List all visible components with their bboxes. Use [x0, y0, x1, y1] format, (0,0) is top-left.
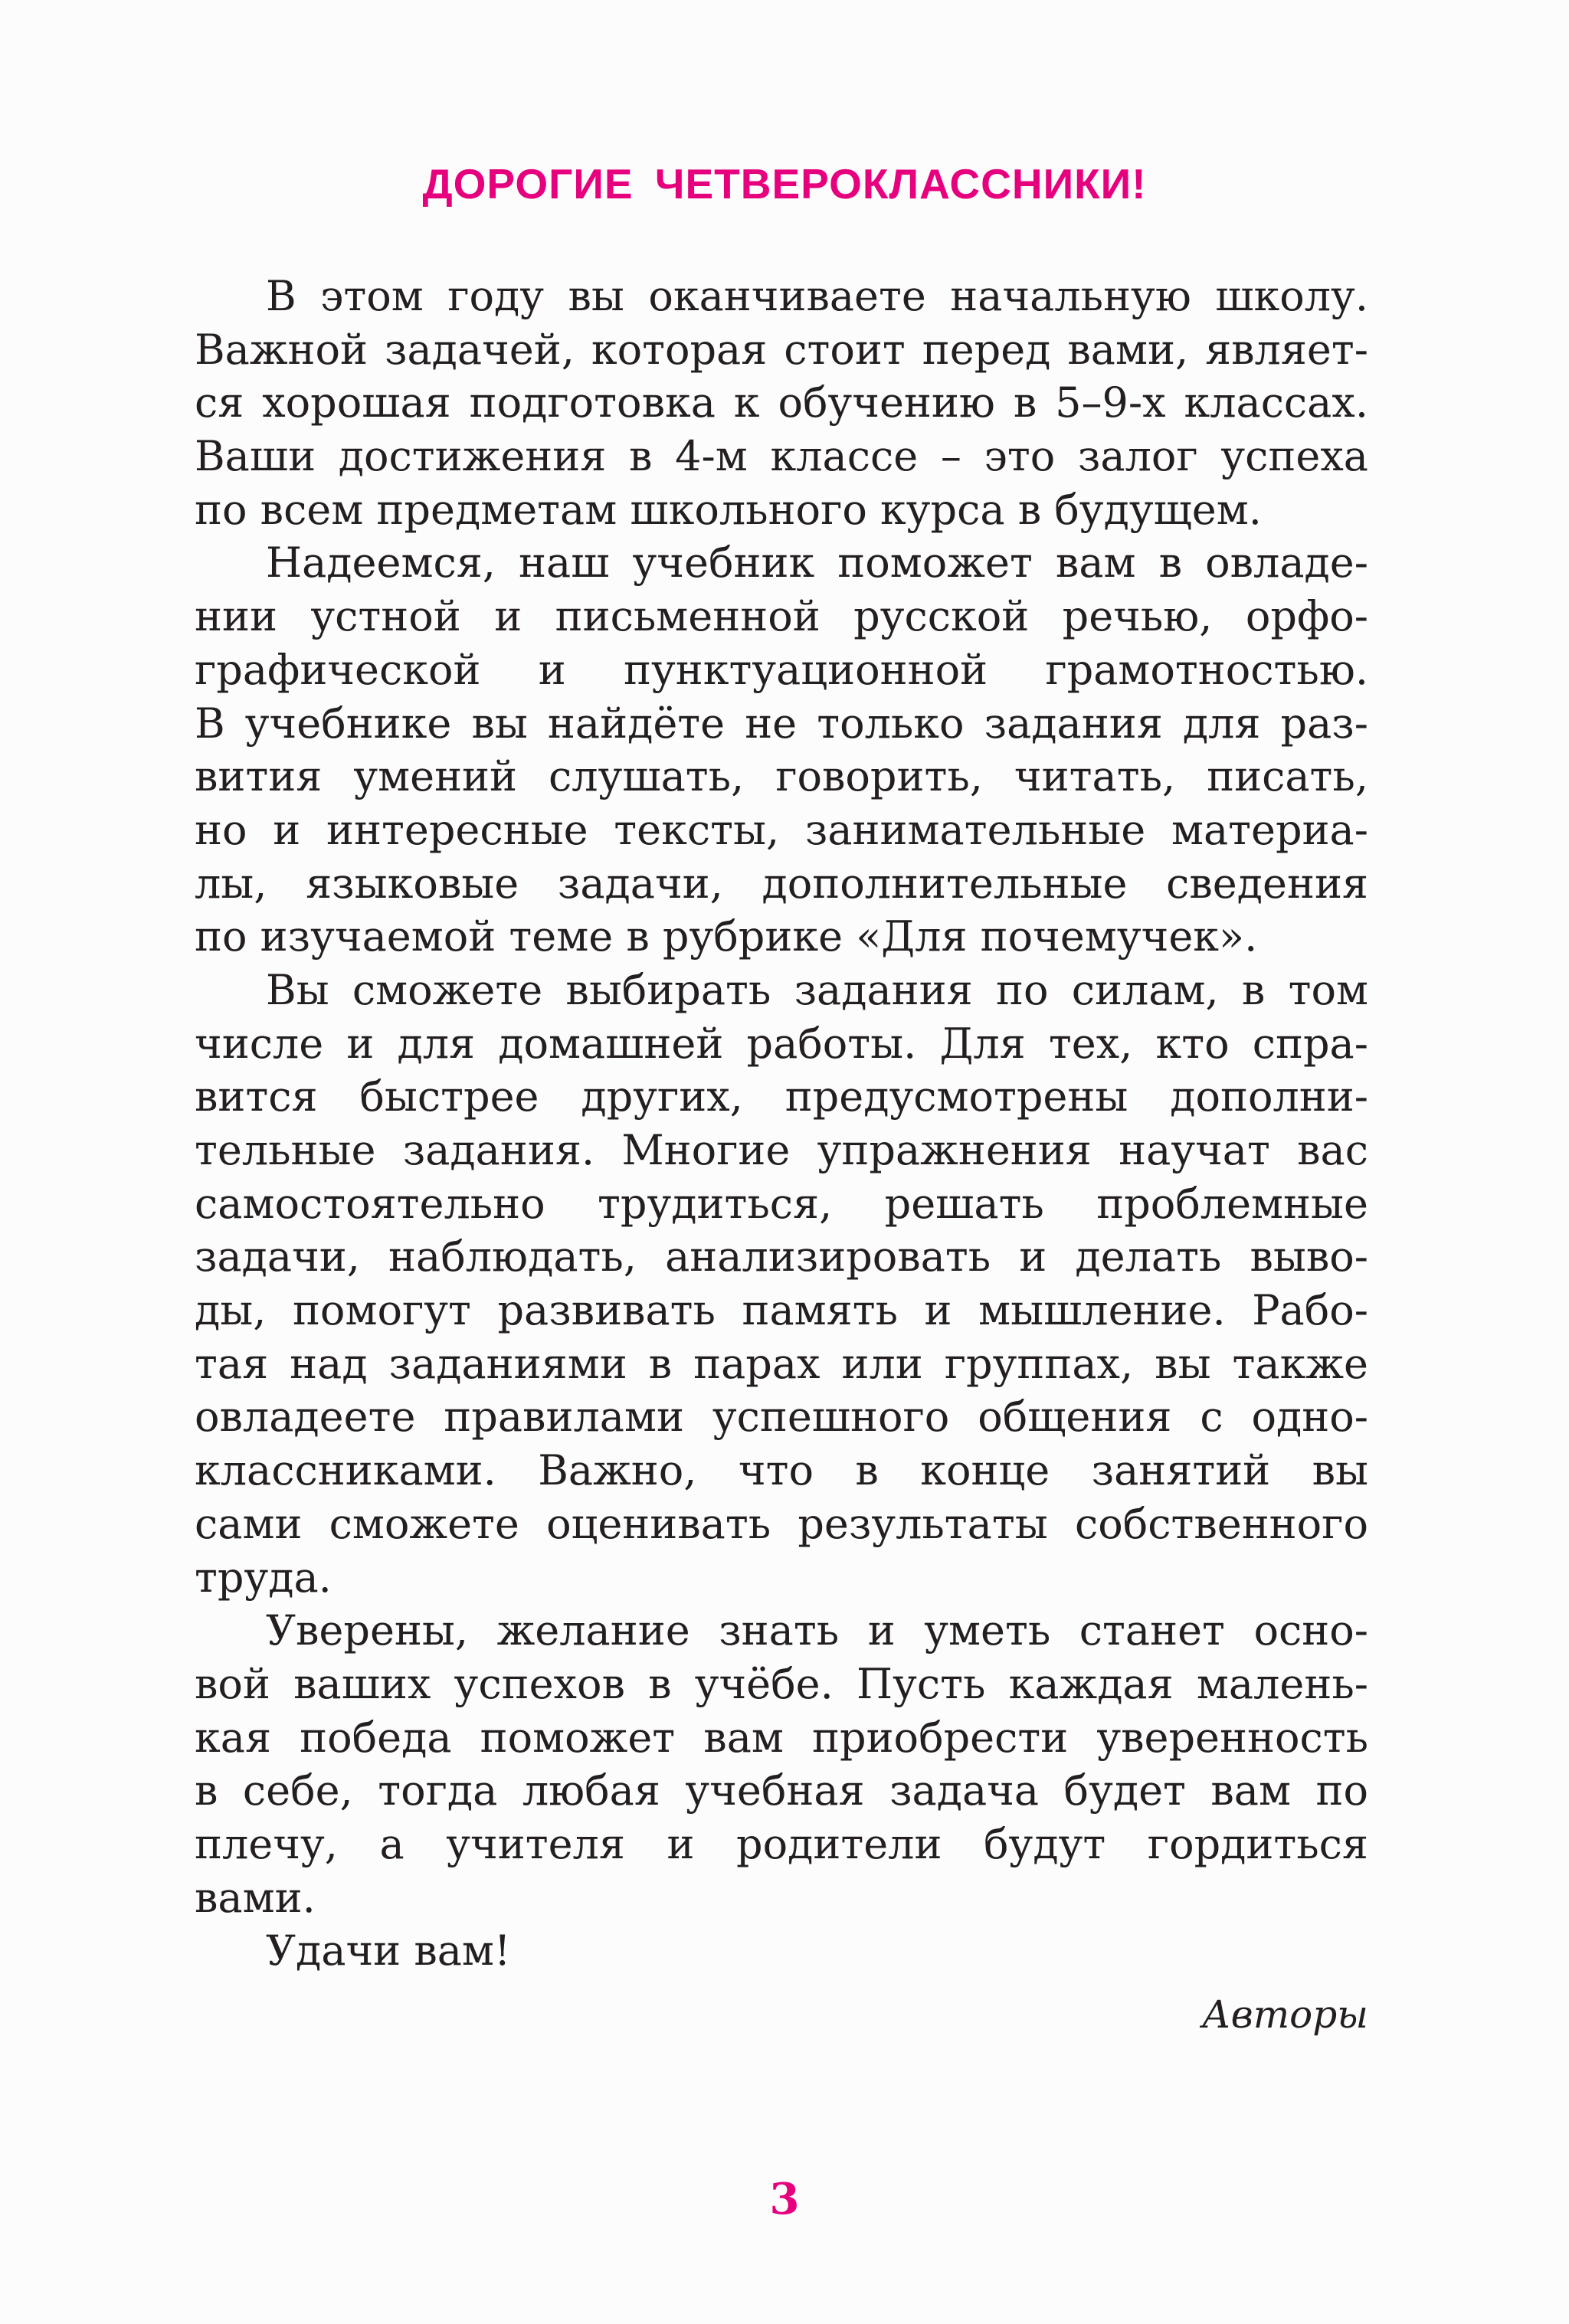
- text-line: вится быстрее других, предусмотрены дополни-: [195, 1072, 1368, 1121]
- text-line: графической и пунктуационной грамотностью.: [195, 645, 1368, 694]
- text-line: овладеете правилами успешного общения с одно-: [195, 1393, 1368, 1442]
- text-line: числе и для домашней работы. Для тех, кто спра-: [195, 1019, 1368, 1068]
- text-line: но и интересные тексты, занимательные материа-: [195, 805, 1368, 854]
- text-line: нии устной и письменной русской речью, орфо-: [195, 592, 1368, 641]
- text-line: тельные задания. Многие упражнения научат вас: [195, 1126, 1368, 1174]
- page-number: 3: [769, 2174, 800, 2224]
- paragraph: [195, 1924, 1368, 1978]
- text-line: ды, помогут развивать память и мышление. Рабо-: [195, 1286, 1368, 1335]
- text-line: самостоятельно трудиться, решать проблемные: [195, 1179, 1368, 1228]
- text-line: тая над заданиями в парах или группах, вы также: [195, 1339, 1368, 1388]
- text-line: лы, языковые задачи, дополнительные сведения: [195, 859, 1368, 908]
- text-line: вой ваших успехов в учёбе. Пусть каждая малень-: [195, 1659, 1368, 1708]
- paragraph: [195, 964, 1368, 1604]
- signature: Авторы: [1201, 1992, 1368, 2037]
- text-line: задачи, наблюдать, анализировать и делать выво-: [195, 1232, 1368, 1281]
- paragraph: [195, 1604, 1368, 1924]
- text-line: вития умений слушать, говорить, читать, писать,: [195, 752, 1368, 801]
- text-line: кая победа поможет вам приобрести уверенность: [195, 1713, 1368, 1762]
- text-line: по всем предметам школьного курса в будущем.: [195, 485, 1262, 534]
- text-line: Удачи вам!: [266, 1926, 511, 1975]
- text-line: в себе, тогда любая учебная задача будет вам по: [195, 1766, 1368, 1815]
- body-text: [195, 270, 1368, 1978]
- text-line: Надеемся, наш учебник поможет вам в овладе-: [266, 538, 1368, 588]
- text-line: В учебнике вы найдёте не только задания для раз-: [195, 699, 1368, 748]
- text-line: классниками. Важно, что в конце занятий вы: [195, 1446, 1368, 1495]
- text-line: Уверены, желание знать и уметь станет осно-: [266, 1606, 1368, 1655]
- text-line: плечу, а учителя и родители будут гордиться: [195, 1819, 1368, 1868]
- page-title: ДОРОГИЕ ЧЕТВЕРОКЛАССНИКИ!: [422, 160, 1147, 208]
- text-line: вами.: [195, 1873, 316, 1922]
- text-line: В этом году вы оканчиваете начальную школу.: [266, 272, 1368, 320]
- text-line: труда.: [195, 1553, 332, 1602]
- text-line: Вы сможете выбирать задания по силам, в том: [266, 965, 1368, 1014]
- text-line: сами сможете оценивать результаты собственного: [195, 1499, 1368, 1548]
- text-line: Важной задачей, которая стоит перед вами, являет-: [195, 325, 1368, 374]
- text-line: ся хорошая подготовка к обучению в 5–9-х классах.: [195, 378, 1368, 427]
- text-line: по изучаемой теме в рубрике «Для почемучек».: [195, 912, 1258, 961]
- paragraph: [195, 270, 1368, 536]
- text-line: Ваши достижения в 4-м классе – это залог успеха: [195, 432, 1368, 481]
- paragraph: [195, 536, 1368, 964]
